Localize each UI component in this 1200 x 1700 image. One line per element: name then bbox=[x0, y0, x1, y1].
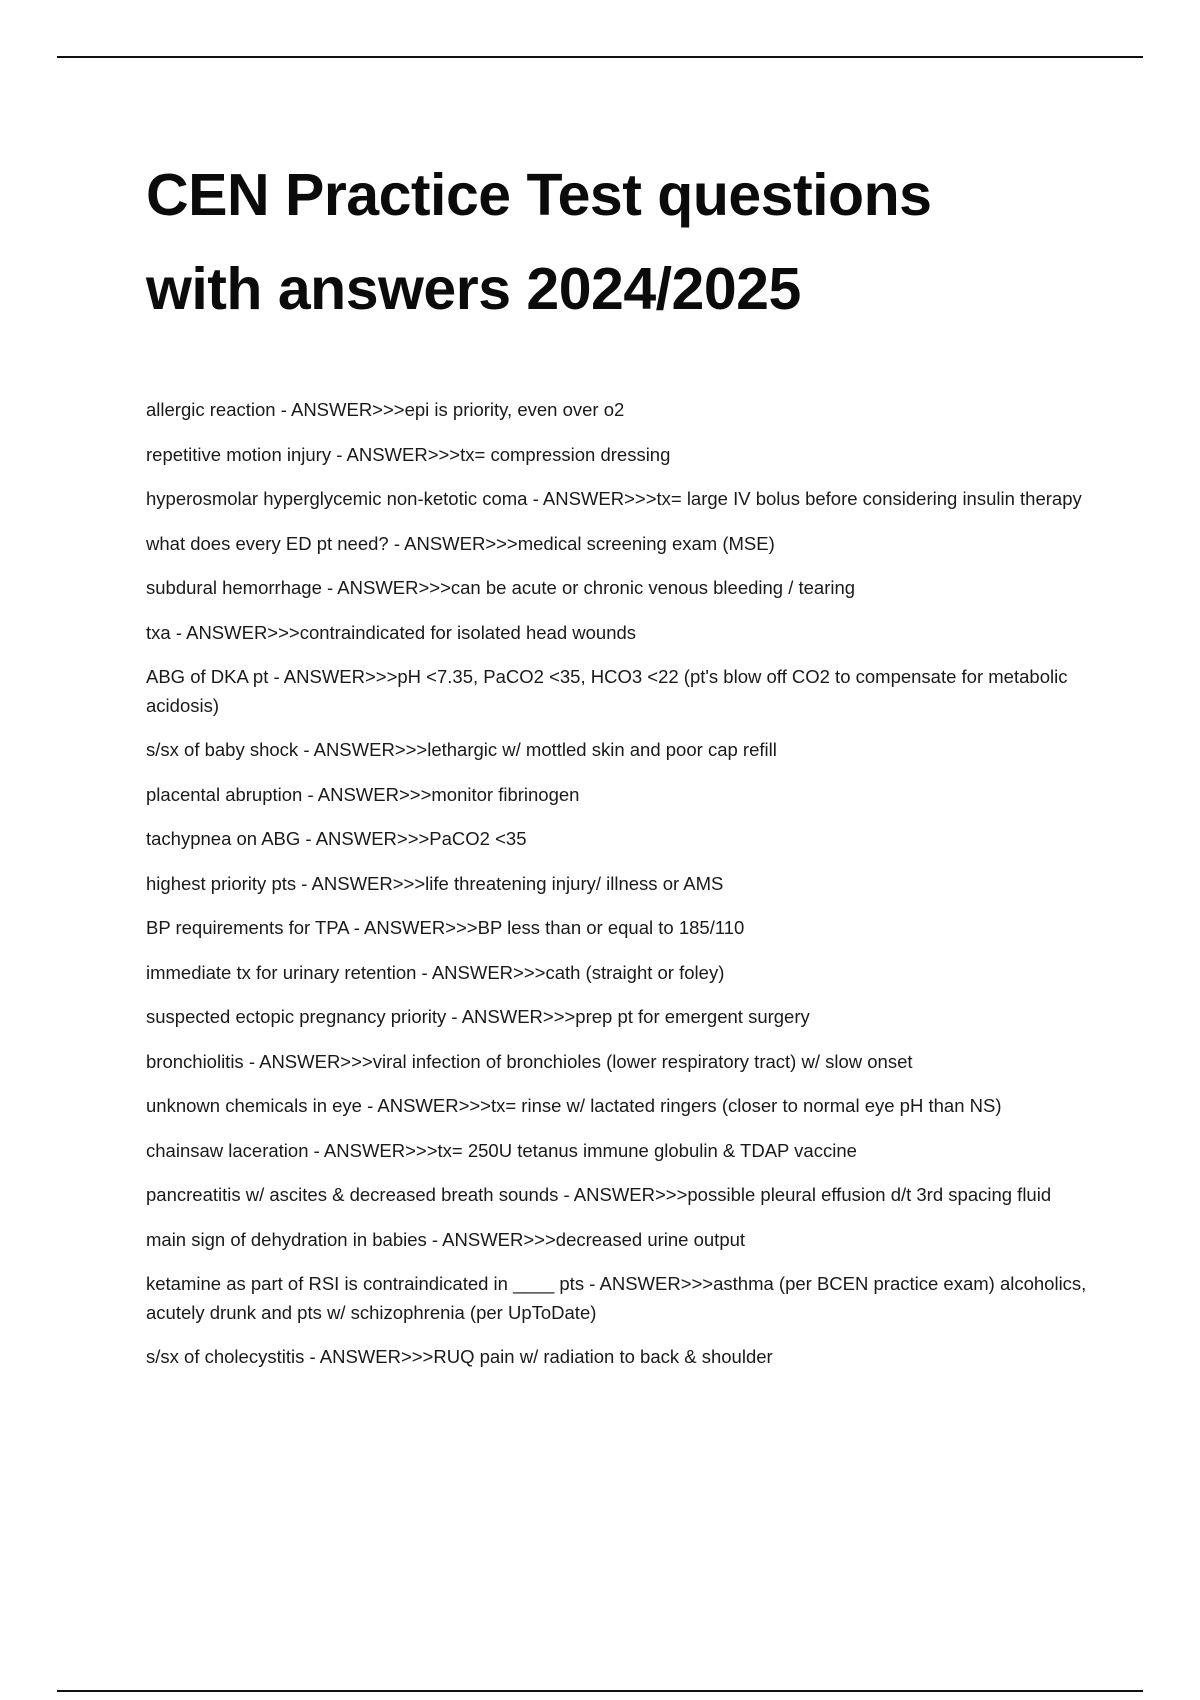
qa-item: what does every ED pt need? - ANSWER>>>medical screening exam (MSE) bbox=[146, 532, 775, 554]
qa-item: immediate tx for urinary retention - ANSWER>>>cath (straight or foley) bbox=[146, 961, 725, 983]
page-title-line-2: with answers 2024/2025 bbox=[146, 256, 801, 322]
qa-item: tachypnea on ABG - ANSWER>>>PaCO2 <35 bbox=[146, 828, 527, 849]
page-title bbox=[146, 148, 1126, 336]
qa-item: s/sx of cholecystitis - ANSWER>>>RUQ pain w/ radiation to back & shoulder bbox=[146, 1346, 773, 1367]
qa-item: allergic reaction - ANSWER>>>epi is priority, even over o2 bbox=[146, 399, 625, 420]
qa-item: BP requirements for TPA - ANSWER>>>BP less than or equal to 185/110 bbox=[146, 917, 745, 938]
qa-item: highest priority pts - ANSWER>>>life threatening injury/ illness or AMS bbox=[146, 872, 724, 894]
qa-list bbox=[146, 396, 1106, 1388]
qa-item: subdural hemorrhage - ANSWER>>>can be acute or chronic venous bleeding / tearing bbox=[146, 577, 856, 598]
qa-item: hyperosmolar hyperglycemic non-ketotic coma - ANSWER>>>tx= large IV bolus before considering insulin therapy bbox=[146, 488, 1082, 509]
qa-item: repetitive motion injury - ANSWER>>>tx= compression dressing bbox=[146, 443, 671, 465]
footer-rule bbox=[57, 1690, 1143, 1692]
header-rule bbox=[57, 56, 1143, 58]
qa-item: s/sx of baby shock - ANSWER>>>lethargic w/ mottled skin and poor cap refill bbox=[146, 739, 777, 760]
qa-item: pancreatitis w/ ascites & decreased breath sounds - ANSWER>>>possible pleural effusion d/t 3rd spacing fluid bbox=[146, 1184, 1052, 1205]
qa-item: ketamine as part of RSI is contraindicated in ____ pts - ANSWER>>>asthma (per BCEN practice exam) alcoholics, acutely drunk and pts w/ schizophrenia (per UpToDate) bbox=[146, 1273, 1087, 1323]
qa-item: unknown chemicals in eye - ANSWER>>>tx= rinse w/ lactated ringers (closer to normal eye pH than NS) bbox=[146, 1095, 1002, 1116]
qa-item: main sign of dehydration in babies - ANSWER>>>decreased urine output bbox=[146, 1228, 746, 1250]
qa-item: bronchiolitis - ANSWER>>>viral infection of bronchioles (lower respiratory tract) w/ slow onset bbox=[146, 1050, 913, 1072]
qa-item: suspected ectopic pregnancy priority - ANSWER>>>prep pt for emergent surgery bbox=[146, 1006, 810, 1027]
qa-item: chainsaw laceration - ANSWER>>>tx= 250U tetanus immune globulin & TDAP vaccine bbox=[146, 1139, 857, 1161]
qa-item: ABG of DKA pt - ANSWER>>>pH <7.35, PaCO2 <35, HCO3 <22 (pt's blow off CO2 to compensate for metabolic acidosis) bbox=[146, 666, 1068, 716]
qa-item: placental abruption - ANSWER>>>monitor fibrinogen bbox=[146, 783, 580, 805]
qa-item: txa - ANSWER>>>contraindicated for isolated head wounds bbox=[146, 621, 637, 643]
page-title-line-1: CEN Practice Test questions bbox=[146, 162, 932, 228]
